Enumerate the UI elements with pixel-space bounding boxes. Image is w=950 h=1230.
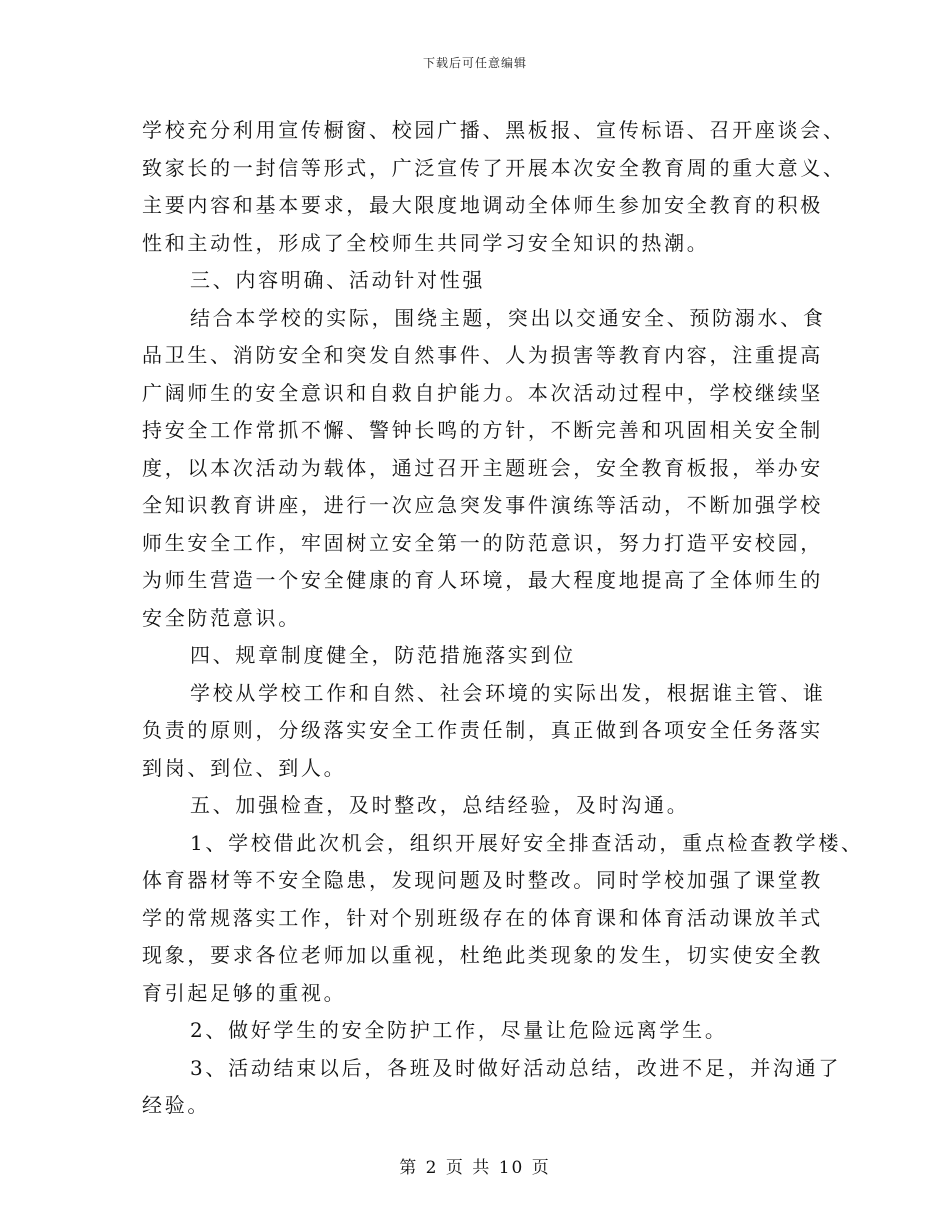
text-line: 为师生营造一个安全健康的育人环境，最大程度地提高了全体师生的 — [142, 568, 823, 592]
text-line: 学校从学校工作和自然、社会环境的实际出发，根据谁主管、谁 — [190, 680, 826, 705]
text-line: 到岗、到位、到人。 — [142, 755, 347, 780]
text-line: 学校充分利用宣传橱窗、校园广播、黑板报、宣传标语、召开座谈会、 — [142, 118, 846, 142]
text-line: 结合本学校的实际，围绕主题，突出以交通安全、预防溺水、食 — [190, 305, 826, 330]
text-line: 育引起足够的重视。 — [142, 980, 347, 1005]
text-line: 致家长的一封信等形式，广泛宣传了开展本次安全教育周的重大意义、 — [142, 155, 846, 180]
text-line: 安全防范意识。 — [142, 605, 301, 630]
text-line: 2、做好学生的安全防护工作，尽量让危险远离学生。 — [190, 1018, 728, 1042]
page-footer: 第 2 页 共 10 页 — [399, 1158, 551, 1178]
text-line: 1、学校借此次机会，组织开展好安全排查活动，重点检查教学楼、 — [190, 830, 864, 855]
text-line: 度，以本次活动为载体，通过召开主题班会，安全教育板报，举办安 — [142, 455, 823, 480]
text-line: 体育器材等不安全隐患，发现问题及时整改。同时学校加强了课堂教 — [142, 868, 823, 892]
text-line: 持安全工作常抓不懈、警钟长鸣的方针，不断完善和巩固相关安全制 — [142, 418, 823, 442]
document-body — [142, 112, 864, 1125]
text-line: 3、活动结束以后，各班及时做好活动总结，改进不足，并沟通了 — [190, 1055, 842, 1080]
text-line: 经验。 — [142, 1093, 211, 1117]
text-line: 主要内容和基本要求，最大限度地调动全体师生参加安全教育的积极 — [142, 193, 823, 217]
page-header: 下载后可任意编辑 — [422, 56, 527, 70]
section-heading: 三、内容明确、活动针对性强 — [190, 268, 486, 292]
text-line: 现象，要求各位老师加以重视，杜绝此类现象的发生，切实使安全教 — [142, 943, 823, 967]
text-line: 广阔师生的安全意识和自救自护能力。本次活动过程中，学校继续坚 — [142, 380, 823, 405]
section-heading: 五、加强检查，及时整改，总结经验，及时沟通。 — [190, 793, 690, 817]
text-line: 全知识教育讲座，进行一次应急突发事件演练等活动，不断加强学校 — [142, 493, 823, 517]
text-line: 性和主动性，形成了全校师生共同学习安全知识的热潮。 — [142, 230, 710, 255]
text-line: 负责的原则，分级落实安全工作责任制，真正做到各项安全任务落实 — [142, 718, 823, 742]
text-line: 师生安全工作，牢固树立安全第一的防范意识，努力打造平安校园， — [142, 530, 823, 555]
section-heading: 四、规章制度健全，防范措施落实到位 — [190, 643, 576, 667]
text-line: 学的常规落实工作，针对个别班级存在的体育课和体育活动课放羊式 — [142, 905, 823, 930]
text-line: 品卫生、消防安全和突发自然事件、人为损害等教育内容，注重提高 — [142, 343, 823, 367]
